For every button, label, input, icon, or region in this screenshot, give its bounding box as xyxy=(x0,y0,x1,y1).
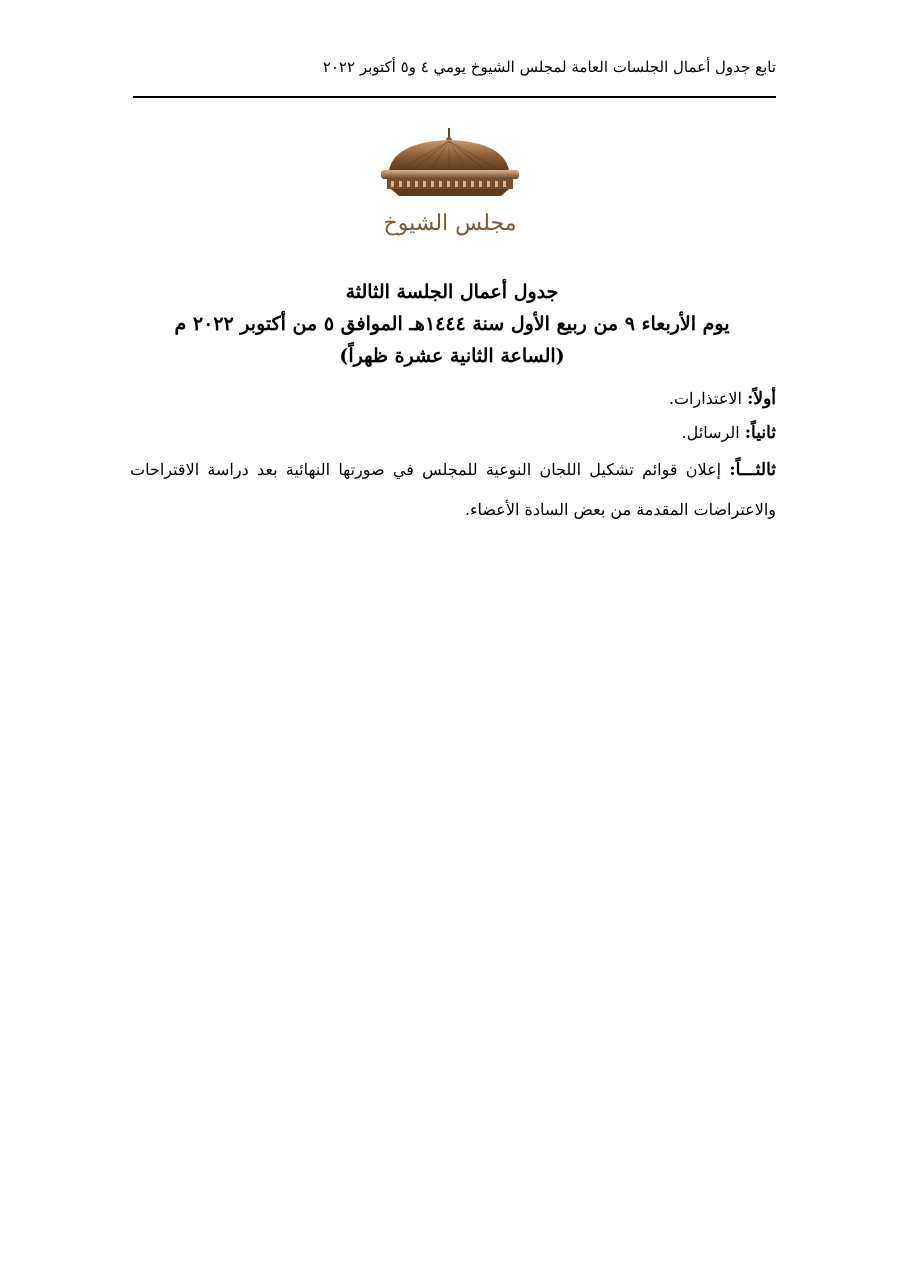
agenda-item-second xyxy=(130,416,776,450)
agenda-item-third xyxy=(130,450,776,530)
item-label: ثانياً: xyxy=(744,423,776,443)
agenda-time-line: (الساعة الثانية عشرة ظهراً) xyxy=(339,345,565,367)
agenda-title: جدول أعمال الجلسة الثالثة xyxy=(345,281,559,303)
agenda-titles xyxy=(130,276,774,372)
agenda-item-first xyxy=(130,382,776,416)
item-text: إعلان قوائم تشكيل اللجان النوعية للمجلس في صورتها النهائية بعد دراسة الاقتراحات والاعتراضات المقدمة من بعض السادة الأعضاء. xyxy=(130,460,776,519)
agenda-items xyxy=(130,382,776,530)
senate-dome-icon xyxy=(375,126,525,248)
agenda-date-line: يوم الأربعاء ٩ من ربيع الأول سنة ١٤٤٤هـ الموافق ٥ من أكتوبر ٢٠٢٢ م xyxy=(174,313,730,335)
running-header: تابع جدول أعمال الجلسات العامة لمجلس الشيوخ يومي ٤ و٥ أكتوبر ٢٠٢٢ xyxy=(322,58,776,76)
item-label: ثالثـــاً: xyxy=(729,460,777,480)
senate-logo xyxy=(375,126,525,248)
item-label: أولاً: xyxy=(747,389,776,409)
item-text: الرسائل. xyxy=(681,423,740,442)
header-rule xyxy=(133,96,776,98)
item-text: الاعتذارات. xyxy=(668,389,742,408)
logo-text: مجلس الشيوخ xyxy=(383,211,517,236)
